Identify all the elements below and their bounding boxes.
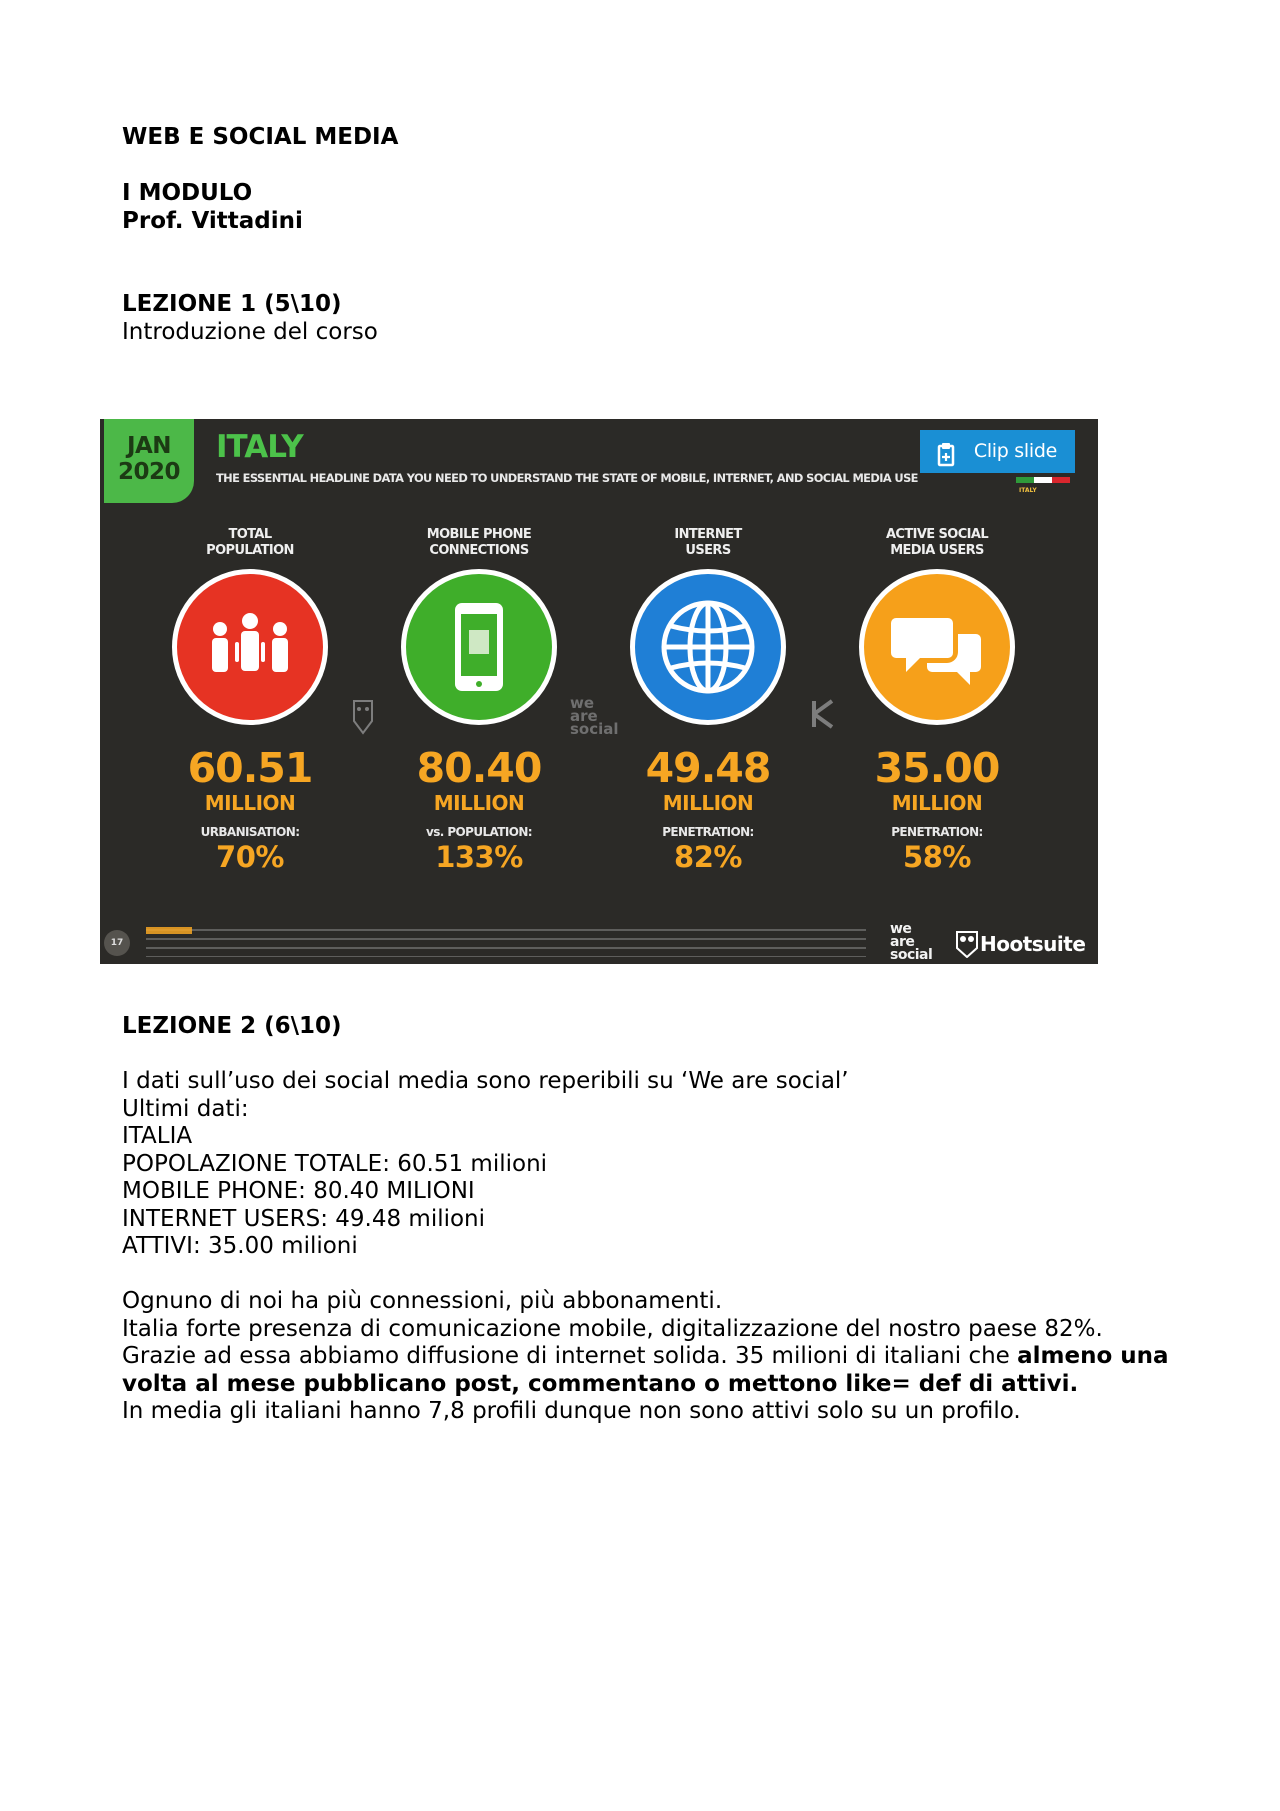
metric-unit: MILLION: [433, 791, 525, 815]
lesson2-active: ATTIVI: 35.00 milioni: [122, 1233, 358, 1259]
lesson2-heading-block: [122, 1013, 342, 1041]
metric-subvalue: 133%: [435, 840, 523, 874]
flag-label: ITALY: [1019, 487, 1037, 494]
watermark-line-1: we: [570, 694, 595, 712]
module-label: I MODULO: [122, 180, 253, 206]
metric-label-line-1: MOBILE PHONE: [426, 527, 532, 542]
embedded-slide: [100, 419, 1098, 964]
internet-circle: [630, 569, 786, 725]
population-circle: [172, 569, 328, 725]
hootsuite-watermark-icon: [352, 699, 374, 739]
notes-paragraph-1: Ognuno di noi ha più connessioni, più abbonamenti.: [122, 1288, 723, 1314]
kepios-watermark-icon: [810, 699, 838, 739]
metric-unit: MILLION: [662, 791, 754, 815]
mobile-circle: [401, 569, 557, 725]
slide-date-badge: [104, 419, 194, 503]
metric-unit: MILLION: [891, 791, 983, 815]
notes-paragraph-3-bold: almeno una volta al mese pubblicano post, commentano o mettono like= def di attivi.: [122, 1343, 1169, 1397]
metric-label-line-2: CONNECTIONS: [429, 543, 529, 558]
metric-value: 49.48: [645, 744, 771, 792]
clip-slide-label: Clip slide: [973, 440, 1057, 462]
metric-label-line-2: MEDIA USERS: [890, 543, 984, 558]
clipboard-icon: [936, 440, 956, 483]
footer-war-line-1: we: [890, 921, 912, 937]
lesson2-data-block: [122, 1068, 849, 1261]
clip-slide-button[interactable]: [920, 430, 1075, 473]
slide-footer: [100, 919, 1098, 964]
notes-paragraph-3: [122, 1343, 1172, 1398]
lesson2-internet: INTERNET USERS: 49.48 milioni: [122, 1205, 486, 1232]
footer-war-line-3: social: [890, 947, 933, 963]
sources-label-highlight: [146, 927, 192, 934]
slide-sources-text: [146, 929, 866, 957]
metric-label-line-1: INTERNET: [674, 527, 742, 542]
course-title: WEB E SOCIAL MEDIA: [122, 124, 399, 150]
metric-label-line-1: ACTIVE SOCIAL: [885, 527, 989, 542]
metric-subvalue: 70%: [216, 840, 284, 874]
metric-sublabel: URBANISATION:: [200, 825, 300, 839]
watermark-line-3: social: [570, 720, 619, 738]
metric-subvalue: 58%: [903, 840, 971, 874]
italy-flag: [1016, 477, 1070, 483]
lesson2-country: ITALIA: [122, 1123, 193, 1149]
people-icon: [177, 574, 323, 720]
lesson2-latest-data: Ultimi dati:: [122, 1095, 249, 1122]
speech-bubbles-icon: [864, 574, 1010, 720]
lesson2-intro-line: I dati sull’uso dei social media sono reperibili su ‘We are social’: [122, 1068, 849, 1094]
metric-subvalue: 82%: [674, 840, 742, 874]
metric-mobile-connections: [369, 527, 589, 875]
watermark-line-2: are: [570, 707, 598, 725]
professor-name: Prof. Vittadini: [122, 207, 303, 234]
metric-sublabel: PENETRATION:: [662, 825, 754, 839]
footer-we-are-social-logo: [890, 923, 932, 962]
slide-date-year: 2020: [117, 459, 180, 485]
social-circle: [859, 569, 1015, 725]
metric-label-line-2: USERS: [685, 543, 731, 558]
footer-hootsuite-logo: Hootsuite: [980, 932, 1086, 956]
document-title: [122, 124, 398, 152]
lesson2-notes: [122, 1288, 1172, 1426]
metric-sublabel: vs. POPULATION:: [426, 825, 532, 839]
lesson2-population: POPOLAZIONE TOTALE: 60.51 milioni: [122, 1150, 548, 1177]
metric-value: 60.51: [187, 744, 313, 792]
notes-paragraph-2: Italia forte presenza di comunicazione mobile, digitalizzazione del nostro paese 82%.: [122, 1315, 1103, 1342]
metric-label-line-1: TOTAL: [228, 527, 272, 542]
metric-value: 35.00: [874, 744, 1000, 792]
hootsuite-owl-icon: [956, 930, 978, 962]
metric-unit: MILLION: [204, 791, 296, 815]
module-block: [122, 180, 303, 235]
lesson1-heading: LEZIONE 1 (5\10): [122, 291, 342, 317]
metric-value: 80.40: [416, 744, 542, 792]
we-are-social-watermark: [570, 694, 619, 738]
notes-paragraph-3-plain: Grazie ad essa abbiamo diffusione di internet solida. 35 milioni di italiani che: [122, 1343, 1018, 1369]
slide-date-month: JAN: [126, 433, 172, 459]
metric-sublabel: PENETRATION:: [891, 825, 983, 839]
metric-total-population: [140, 527, 360, 875]
footer-war-line-2: are: [890, 934, 915, 950]
slide-page-number: 17: [104, 930, 130, 956]
lesson1-block: [122, 291, 378, 346]
notes-paragraph-4: In media gli italiani hanno 7,8 profili dunque non sono attivi solo su un profilo.: [122, 1398, 1021, 1424]
lesson2-heading: LEZIONE 2 (6\10): [122, 1013, 342, 1039]
mobile-phone-icon: [406, 574, 552, 720]
slide-subtitle: THE ESSENTIAL HEADLINE DATA YOU NEED TO UNDERSTAND THE STATE OF MOBILE, INTERNET, AND SOCIAL MEDIA USE: [216, 471, 918, 485]
slide-country: ITALY: [216, 429, 303, 465]
lesson1-subtitle: Introduzione del corso: [122, 318, 378, 345]
metric-active-social-users: [827, 527, 1047, 875]
globe-icon: [635, 574, 781, 720]
lesson2-mobile: MOBILE PHONE: 80.40 MILIONI: [122, 1178, 475, 1204]
metric-label-line-2: POPULATION: [206, 543, 294, 558]
metric-internet-users: [598, 527, 818, 875]
